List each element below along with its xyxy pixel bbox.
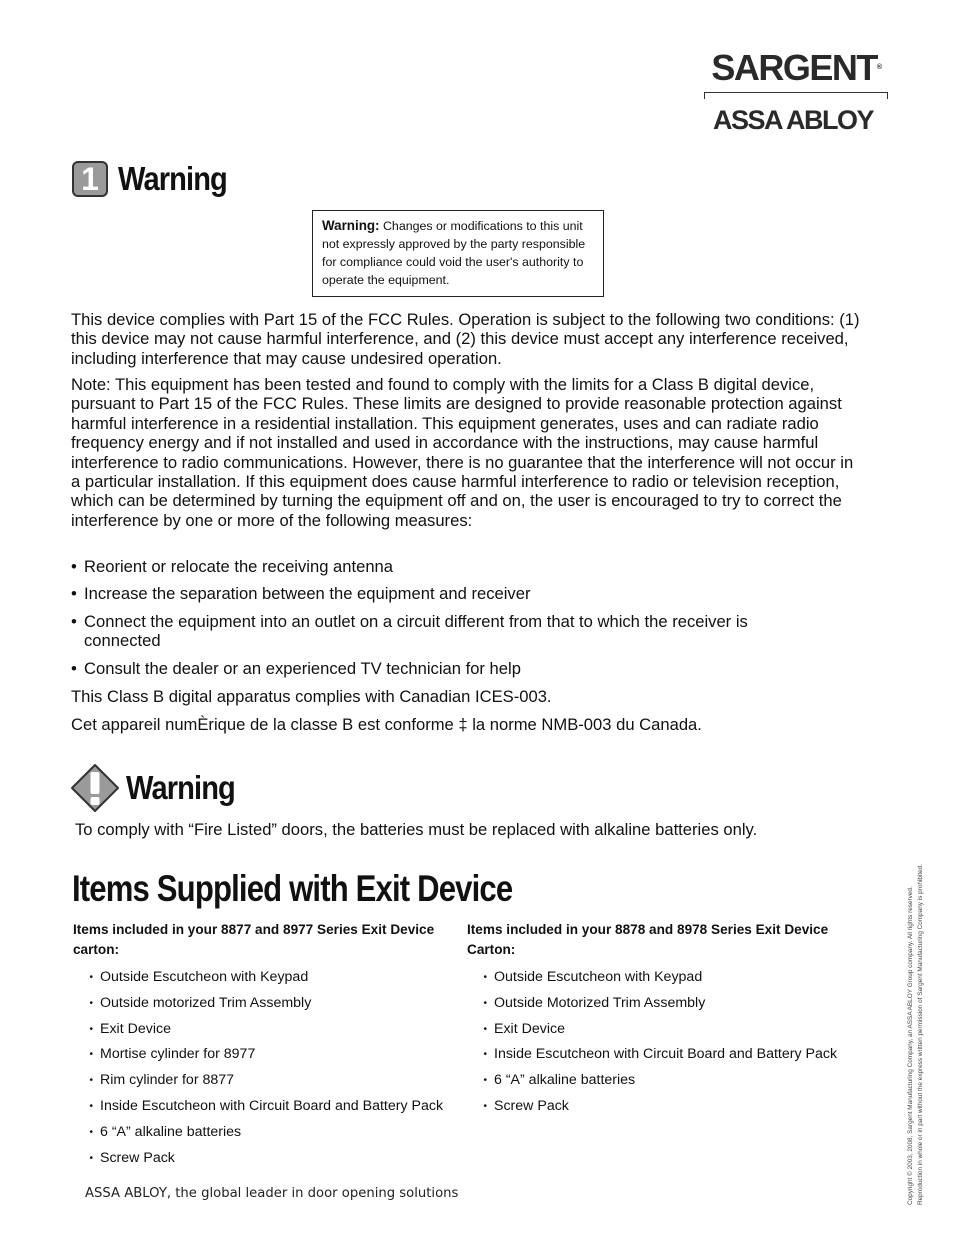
warning-box-text: Changes or modifications to this unit not expressly approved by the party responsible for compliance could void the user's authority to operate the equipment. (322, 219, 586, 287)
list-item: • Outside Escutcheon with Keypad (483, 969, 703, 985)
section-1-header (72, 160, 242, 198)
list-item: • Inside Escutcheon with Circuit Board and Battery Pack (89, 1097, 444, 1114)
logo-bracket (704, 92, 888, 99)
list-item: • Rim cylinder for 8877 (89, 1072, 235, 1089)
section-number-badge: 1 (72, 161, 108, 197)
list-item: • Inside Escutcheon with Circuit Board and Battery Pack (483, 1046, 838, 1063)
exclamation-diamond-icon (70, 763, 120, 813)
list-item: • Screw Pack (483, 1097, 569, 1114)
left-items-heading: Items included in your 8877 and 8977 Series Exit Device carton: (73, 922, 435, 957)
fire-listed-warning-text: To comply with “Fire Listed” doors, the batteries must be replaced with alkaline batteries only. (75, 820, 758, 839)
section-1-title: Warning (118, 160, 227, 197)
list-item: • 6 “A” alkaline batteries (89, 1123, 242, 1140)
section-2-title: Warning (126, 769, 235, 806)
left-items-column (73, 920, 453, 1171)
left-items-list (73, 965, 453, 1171)
list-item: • Screw Pack (89, 1149, 175, 1166)
fcc-warning-box (312, 210, 604, 297)
items-supplied-title: Items Supplied with Exit Device (72, 868, 513, 909)
section-2-header (70, 763, 250, 813)
list-item: • 6 “A” alkaline batteries (483, 1072, 636, 1089)
right-items-column (467, 920, 847, 1120)
list-item: • Consult the dealer or an experienced TV technician for help (71, 659, 521, 678)
copyright-notice: Copyright © 2003, 2008, Sargent Manufacturing Company, an ASSA ABLOY Group company. All rights reserved. Reproduction in whole or in part without the express written permission of Sargent Manufacturing Company is prohibited. (907, 863, 924, 1205)
warning-box-label: Warning: (322, 218, 380, 233)
right-items-heading: Items included in your 8878 and 8978 Series Exit Device Carton: (467, 922, 829, 957)
list-item: • Outside motorized Trim Assembly (89, 994, 312, 1011)
list-item: • Connect the equipment into an outlet on a circuit different from that to which the receiver is connected (71, 612, 748, 651)
right-items-list (467, 965, 847, 1120)
footer-tagline: ASSA ABLOY, the global leader in door opening solutions (85, 1186, 459, 1201)
list-item: • Outside Escutcheon with Keypad (89, 969, 309, 985)
class-b-note-paragraph: Note: This equipment has been tested and found to comply with the limits for a Class B digital device, pursuant to Part 15 of the FCC Rules. These limits are designed to provide reasonable protection against harmful interference in a residential installation. This equipment generates, uses and can radiate radio frequency energy and if not installed and used in accordance with the instructions, may cause harmful interference to radio communications. However, there is no guarantee that the interference will not occur in a particular installation. If this equipment does cause harmful interference to radio or television reception, which can be determined by turning the equipment off and on, the user is encouraged to try to correct the interference by one or more of the following measures: (71, 375, 854, 530)
list-item: • Exit Device (89, 1020, 171, 1037)
ices-compliance-paragraph: This Class B digital apparatus complies with Canadian ICES-003. (71, 687, 552, 706)
nmb-compliance-paragraph: Cet appareil numÈrique de la classe B est conforme ‡ la norme NMB-003 du Canada. (71, 715, 702, 734)
fcc-compliance-paragraph: This device complies with Part 15 of the FCC Rules. Operation is subject to the following two conditions: (1) this device may not cause harmful interference, and (2) this device must accept any interference received, including interference that may cause undesired operation. (71, 310, 860, 368)
list-item: • Exit Device (483, 1020, 565, 1037)
list-item: • Mortise cylinder for 8977 (89, 1046, 256, 1063)
sargent-wordmark: SARGENT® (711, 47, 882, 88)
assa-abloy-wordmark: ASSA ABLOY (712, 105, 873, 135)
sargent-assa-abloy-logo (698, 48, 888, 135)
list-item: • Increase the separation between the equipment and receiver (71, 584, 531, 603)
list-item: • Outside Motorized Trim Assembly (483, 994, 706, 1011)
list-item: • Reorient or relocate the receiving antenna (71, 557, 394, 576)
